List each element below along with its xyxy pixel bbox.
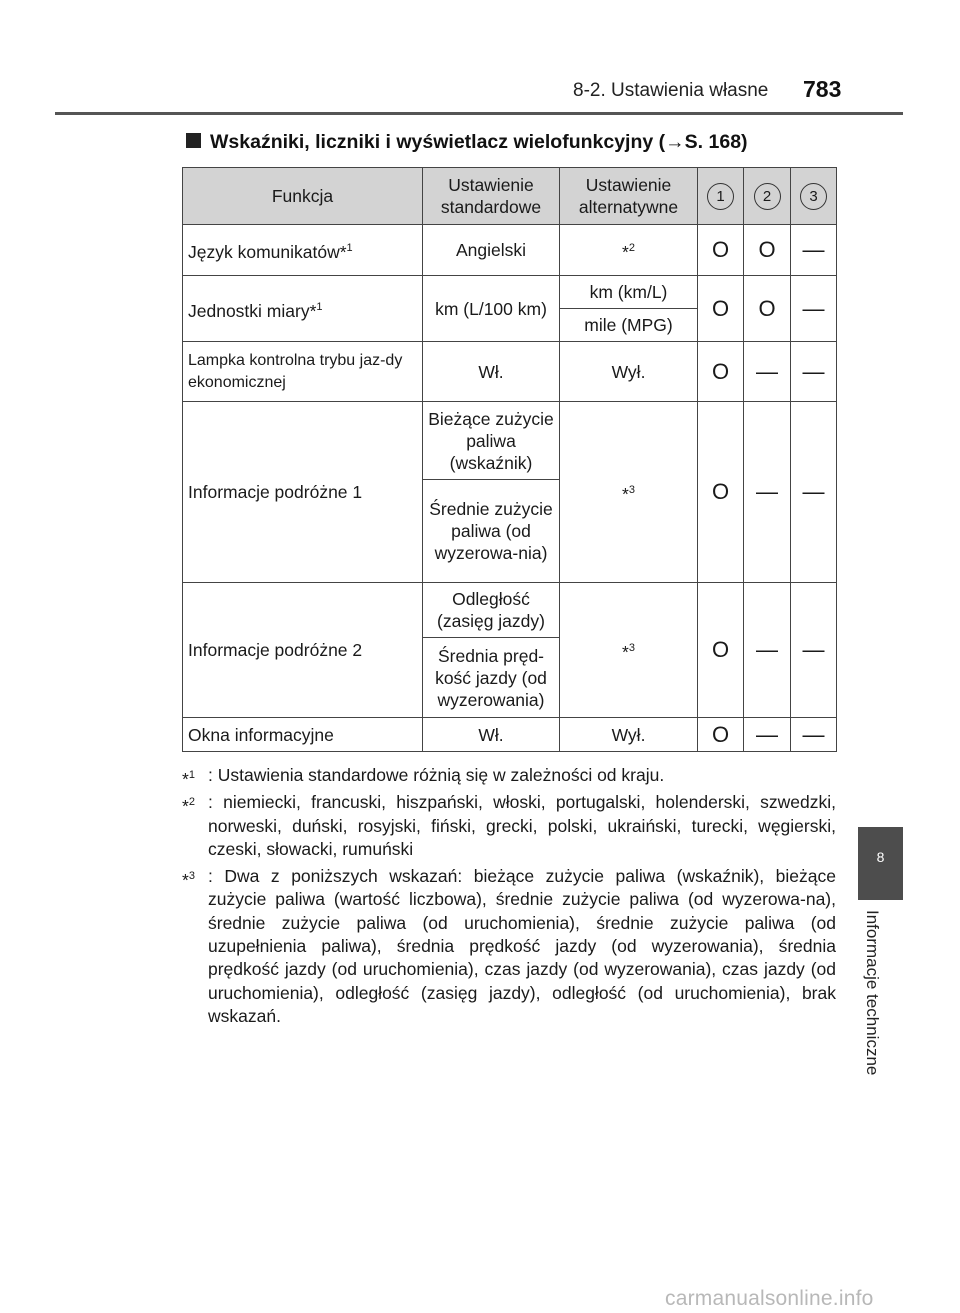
section-heading bbox=[186, 131, 748, 154]
circled-number-3: 3 bbox=[800, 183, 827, 210]
cell-default: Średnia pręd-kość jazdy (od wyzerowania) bbox=[423, 638, 560, 718]
chapter-tab: 8 bbox=[858, 827, 903, 900]
footnotes bbox=[182, 764, 836, 1032]
footnote-marker: *$^1$ bbox=[182, 768, 195, 789]
cell-mark-1: O bbox=[698, 342, 744, 402]
cell-mark-2: — bbox=[744, 583, 791, 718]
page-number: 783 bbox=[803, 76, 842, 102]
cell-function: Informacje podróżne 1 bbox=[183, 402, 423, 583]
circled-number-2: 2 bbox=[754, 183, 781, 210]
section-page-ref: S. 168) bbox=[684, 131, 748, 153]
cell-alternative: *$^3$ bbox=[560, 583, 698, 718]
cell-mark-1: O bbox=[698, 402, 744, 583]
cell-default: Bieżące zużycie paliwa (wskaźnik) bbox=[423, 402, 560, 480]
cell-mark-3: — bbox=[791, 402, 837, 583]
header-col-3 bbox=[791, 168, 837, 225]
watermark: carmanualsonline.info bbox=[665, 1287, 874, 1310]
cell-function: Lampka kontrolna trybu jaz-dy ekonomicznej bbox=[183, 342, 423, 402]
cell-mark-3: — bbox=[791, 342, 837, 402]
table-row bbox=[183, 342, 837, 402]
header-default: Ustawienie standardowe bbox=[423, 168, 560, 225]
cell-alternative: Wył. bbox=[560, 718, 698, 752]
cell-mark-3: — bbox=[791, 583, 837, 718]
cell-alternative: km (km/L) bbox=[560, 276, 698, 309]
header-col-1 bbox=[698, 168, 744, 225]
circled-number-1: 1 bbox=[707, 183, 734, 210]
header-alternative: Ustawienie alternatywne bbox=[560, 168, 698, 225]
footnote-text: : niemiecki, francuski, hiszpański, włoski, portugalski, holenderski, szwedzki, norweski, duński, rosyjski, fiński, grecki, polski, ukraiński, turecki, węgierski, czeski, słowacki, rumuński bbox=[208, 792, 836, 859]
settings-table bbox=[182, 167, 837, 752]
square-bullet-icon bbox=[186, 133, 201, 148]
cell-function: Jednostki miary*$^1$ bbox=[183, 276, 423, 342]
footnote-1 bbox=[182, 764, 836, 787]
cell-default: Odległość (zasięg jazdy) bbox=[423, 583, 560, 638]
header-col-2 bbox=[744, 168, 791, 225]
cell-function: Język komunikatów*$^1$ bbox=[183, 225, 423, 276]
cell-function: Informacje podróżne 2 bbox=[183, 583, 423, 718]
table-row bbox=[183, 225, 837, 276]
cell-mark-1: O bbox=[698, 718, 744, 752]
arrow-right-icon: → bbox=[665, 131, 685, 153]
cell-mark-2: — bbox=[744, 718, 791, 752]
cell-function: Okna informacyjne bbox=[183, 718, 423, 752]
cell-default: Wł. bbox=[423, 342, 560, 402]
footnote-text: : Ustawienia standardowe różnią się w zależności od kraju. bbox=[208, 765, 665, 785]
cell-mark-3: — bbox=[791, 225, 837, 276]
cell-default: Wł. bbox=[423, 718, 560, 752]
chapter-label: Informacje techniczne bbox=[863, 910, 882, 1076]
cell-default: Średnie zużycie paliwa (od wyzerowa-nia) bbox=[423, 480, 560, 583]
footnote-marker: *$^3$ bbox=[182, 870, 195, 891]
cell-mark-2: O bbox=[744, 225, 791, 276]
table-row bbox=[183, 276, 837, 309]
header-function: Funkcja bbox=[183, 168, 423, 225]
cell-mark-2: — bbox=[744, 342, 791, 402]
cell-alternative: mile (MPG) bbox=[560, 309, 698, 342]
table-row bbox=[183, 583, 837, 638]
cell-mark-2: O bbox=[744, 276, 791, 342]
footnote-marker: *$^2$ bbox=[182, 796, 195, 817]
cell-mark-1: O bbox=[698, 225, 744, 276]
cell-mark-1: O bbox=[698, 276, 744, 342]
footnote-2 bbox=[182, 791, 836, 861]
cell-mark-3: — bbox=[791, 718, 837, 752]
table-row bbox=[183, 718, 837, 752]
table-header-row bbox=[183, 168, 837, 225]
cell-default: Angielski bbox=[423, 225, 560, 276]
cell-mark-2: — bbox=[744, 402, 791, 583]
table-row bbox=[183, 402, 837, 480]
cell-alternative: *$^3$ bbox=[560, 402, 698, 583]
footnote-text: : Dwa z poniższych wskazań: bieżące zużycie paliwa (wskaźnik), bieżące zużycie paliwa (wartość liczbowa), średnie zużycie paliwa (od wyzerowa-na), średnie zużycie paliwa (od uruchomienia), średnie zużycie paliwa (od uzupełnienia paliwa), średnia prędkość jazdy (od wyzerowania), średnia prędkość jazdy (od uruchomienia), czas jazdy (od wyzerowania), czas jazdy (od uruchomienia), odległość (zasięg jazdy), odległość (od uruchomienia), brak wskazań. bbox=[208, 866, 836, 1026]
header-divider bbox=[55, 112, 903, 115]
footnote-3 bbox=[182, 865, 836, 1028]
section-heading-text: Wskaźniki, liczniki i wyświetlacz wielofunkcyjny ( bbox=[210, 131, 666, 153]
cell-mark-1: O bbox=[698, 583, 744, 718]
header-section-title: 8-2. Ustawienia własne bbox=[573, 80, 769, 101]
cell-alternative: *$^2$ bbox=[560, 225, 698, 276]
cell-alternative: Wył. bbox=[560, 342, 698, 402]
cell-default: km (L/100 km) bbox=[423, 276, 560, 342]
cell-mark-3: — bbox=[791, 276, 837, 342]
